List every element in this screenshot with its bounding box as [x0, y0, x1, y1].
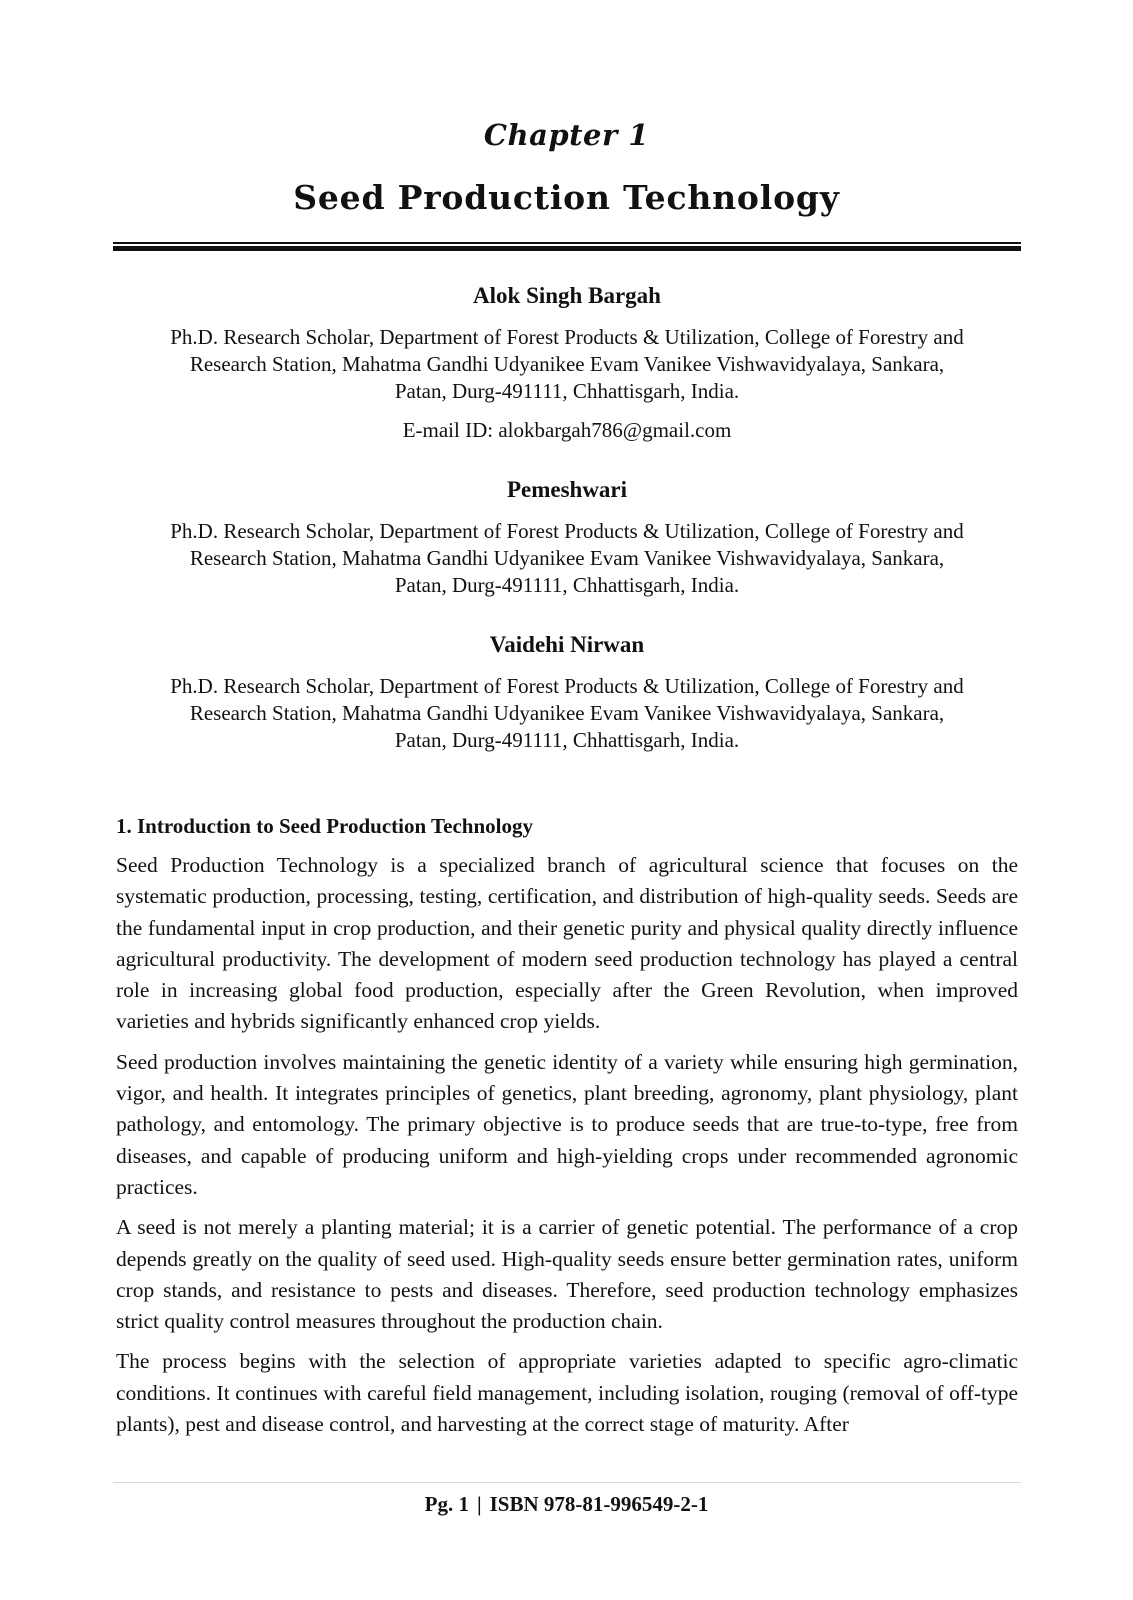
footer-divider: [113, 1482, 1021, 1483]
isbn: ISBN 978-81-996549-2-1: [489, 1492, 709, 1516]
author-affiliation: [113, 673, 1021, 754]
affiliation-line: Patan, Durg-491111, Chhattisgarh, India.: [394, 728, 740, 752]
affiliation-line: Ph.D. Research Scholar, Department of Forest Products & Utilization, College of Forestry and: [170, 674, 964, 698]
author-name: Alok Singh Bargah: [473, 283, 661, 308]
section-heading: 1. Introduction to Seed Production Technology: [116, 814, 533, 838]
affiliation-line: Ph.D. Research Scholar, Department of Forest Products & Utilization, College of Forestry and: [170, 325, 964, 349]
author-block-3: [113, 631, 1021, 754]
title-rule-thick: [113, 246, 1021, 251]
author-email: E-mail ID: alokbargah786@gmail.com: [402, 418, 732, 442]
author-name: Pemeshwari: [506, 477, 628, 502]
affiliation-line: Patan, Durg-491111, Chhattisgarh, India.: [394, 573, 740, 597]
title-rule-thin: [113, 242, 1021, 244]
affiliation-line: Research Station, Mahatma Gandhi Udyanikee Evam Vanikee Vishwavidyalaya, Sankara,: [189, 352, 945, 376]
author-block-2: [113, 476, 1021, 599]
body-paragraph: Seed production involves maintaining the genetic identity of a variety while ensuring high germination, vigor, and health. It integrates principles of genetics, plant breeding, agronomy, plant physiology, plant pathology, and entomology. The primary objective is to produce seeds that are true-to-type, free from diseases, and capable of producing uniform and high-yielding crops under recommended agronomic practices.: [116, 1049, 1018, 1199]
affiliation-line: Patan, Durg-491111, Chhattisgarh, India.: [394, 379, 740, 403]
author-block-1: [113, 282, 1021, 444]
body-paragraph: The process begins with the selection of appropriate varieties adapted to specific agro-climatic conditions. It continues with careful field management, including isolation, rouging (removal of off-type plants), pest and disease control, and harvesting at the correct stage of maturity. After: [116, 1349, 1018, 1437]
page-number: Pg. 1: [424, 1492, 469, 1516]
affiliation-line: Research Station, Mahatma Gandhi Udyanikee Evam Vanikee Vishwavidyalaya, Sankara,: [189, 701, 945, 725]
affiliation-line: Research Station, Mahatma Gandhi Udyanikee Evam Vanikee Vishwavidyalaya, Sankara,: [189, 546, 945, 570]
author-affiliation: [113, 518, 1021, 599]
body-paragraph: A seed is not merely a planting material; it is a carrier of genetic potential. The performance of a crop depends greatly on the quality of seed used. High-quality seeds ensure better germination rates, uniform crop stands, and resistance to pests and diseases. Therefore, seed production technology emphasizes strict quality control measures throughout the production chain.: [116, 1215, 1018, 1334]
author-name: Vaidehi Nirwan: [489, 632, 645, 657]
body-paragraph: Seed Production Technology is a specialized branch of agricultural science that focuses on the systematic production, processing, testing, certification, and distribution of high-quality seeds. Seeds are the fundamental input in crop production, and their genetic purity and physical quality directly influence agricultural productivity. The development of modern seed production technology has played a central role in increasing global food production, especially after the Green Revolution, when improved varieties and hybrids significantly enhanced crop yields.: [116, 853, 1018, 1034]
section-body: [116, 850, 1018, 1449]
chapter-title: Seed Production Technology: [293, 178, 840, 217]
chapter-label: Chapter 1: [483, 118, 650, 152]
footer-separator: |: [476, 1492, 482, 1516]
author-affiliation: [113, 324, 1021, 405]
affiliation-line: Ph.D. Research Scholar, Department of Forest Products & Utilization, College of Forestry and: [170, 519, 964, 543]
page-footer: [0, 1490, 1133, 1518]
